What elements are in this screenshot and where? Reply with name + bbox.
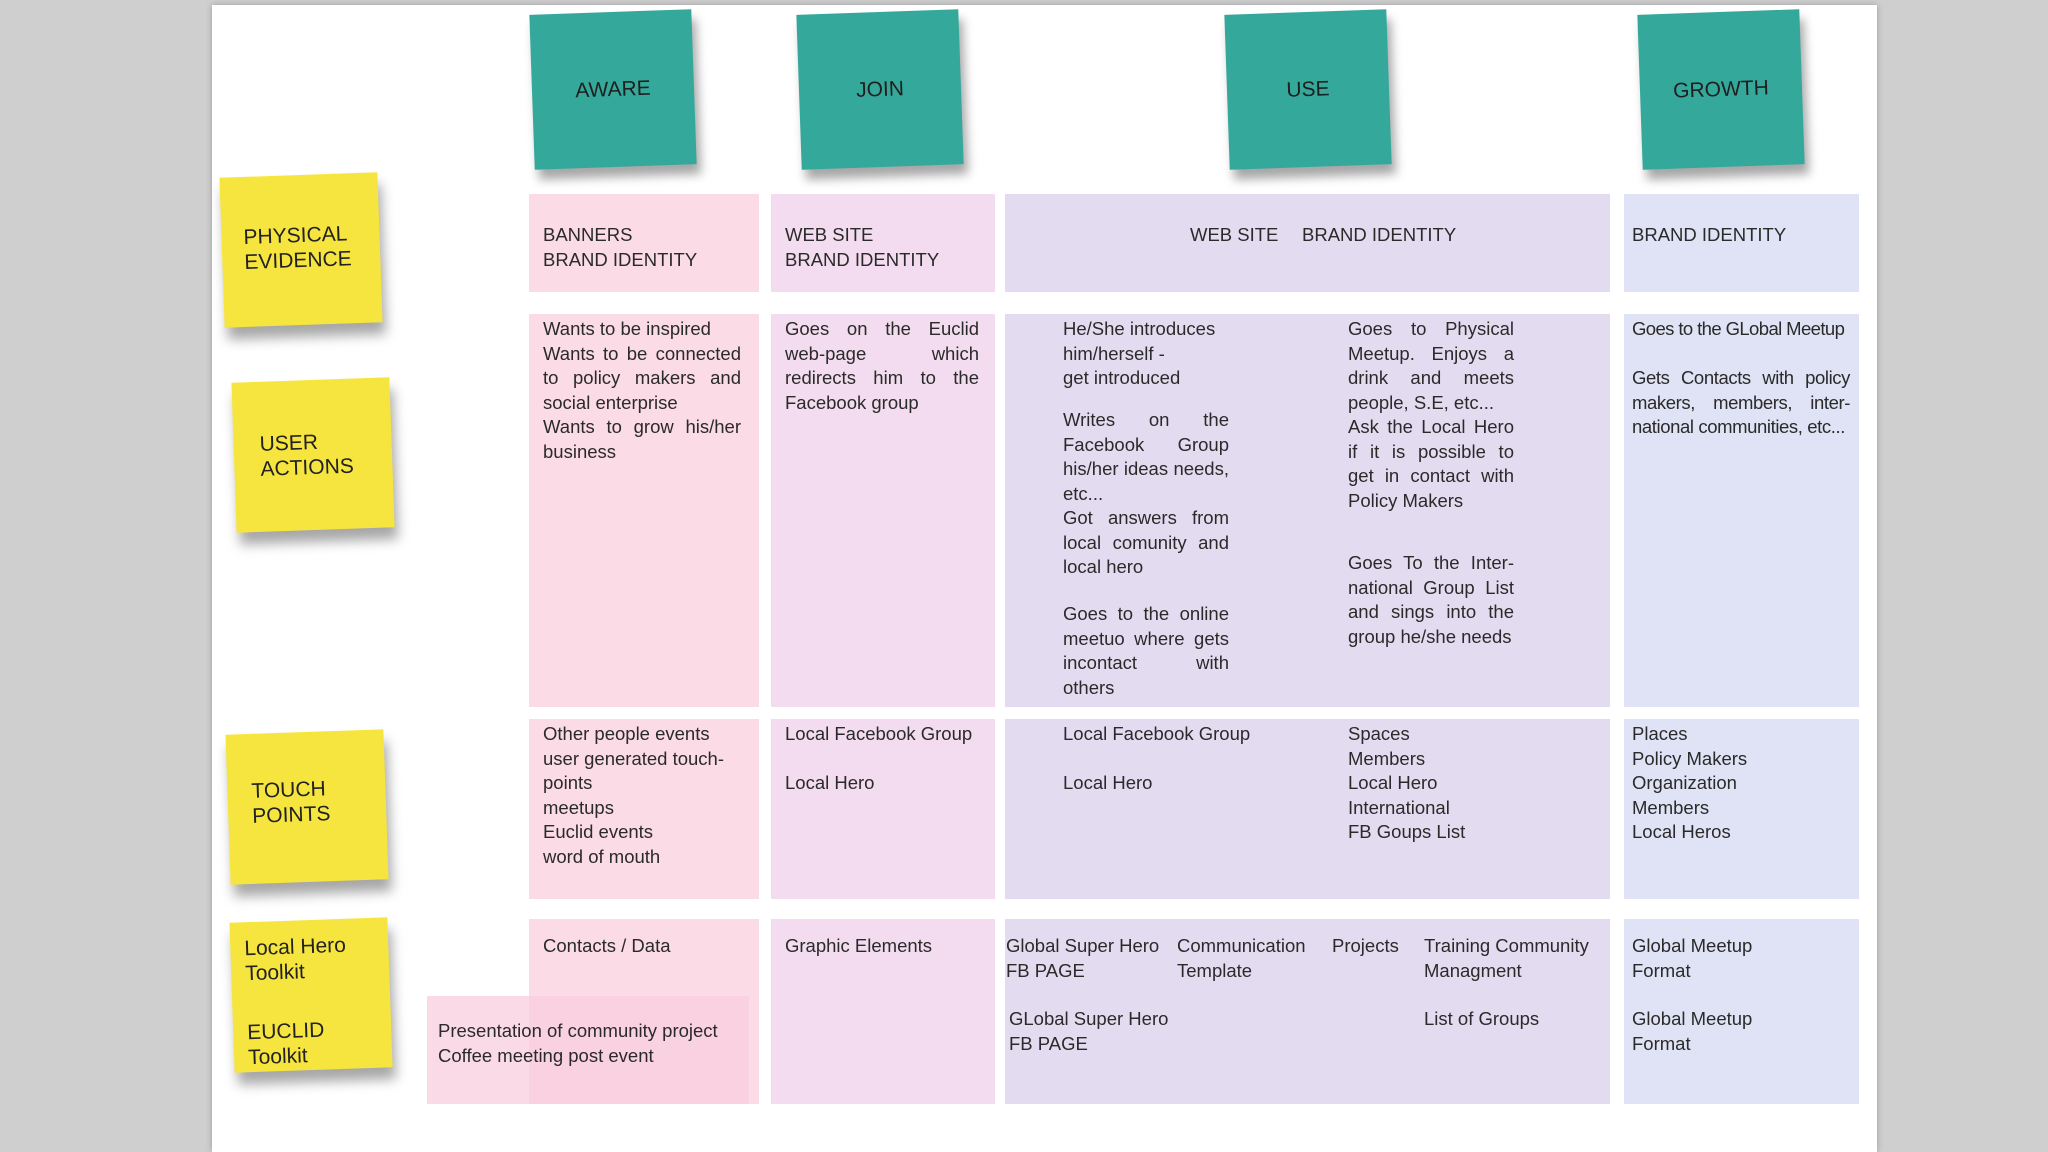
user-actions-use-writes-text: Writes on the Facebook Group his/her ideas needs, etc... Got answers from local comunity and local hero: [1063, 409, 1229, 577]
row-toolkit-note: [229, 917, 392, 1072]
row-physical-evidence-note: [219, 172, 382, 327]
user-actions-aware-text: Wants to be inspired Wants to be connected to policy makers and social enterprise Wants to grow his/her business: [543, 318, 741, 462]
user-actions-use-international-text: Goes To the Inter-national Group List and sings into the group he/she needs: [1348, 552, 1514, 647]
row-physical-evidence-label: PHYSICAL EVIDENCE: [243, 222, 353, 274]
touch-points-aware-text: Other people events user generated touch-points meetups Euclid events word of mouth: [543, 723, 725, 867]
stage-aware-label: AWARE: [574, 76, 652, 102]
row-touch-points-label: TOUCH POINTS: [251, 777, 331, 828]
stage-aware-note: [529, 9, 696, 170]
user-actions-growth-global-meetup-text: Goes to the GLobal Meetup: [1632, 318, 1845, 339]
physical-evidence-growth-text: BRAND IDENTITY: [1632, 224, 1787, 245]
stage-join-note: [796, 9, 963, 170]
touch-points-use-spaces-text: Spaces Members Local Hero International FB Goups List: [1348, 723, 1466, 842]
physical-evidence-use-website-text: WEB SITE: [1190, 224, 1279, 245]
toolkit-join-text: Graphic Elements: [785, 935, 933, 956]
toolkit-use-communication-text: Communication Template: [1177, 935, 1306, 981]
toolkit-use-projects-text: Projects: [1332, 935, 1399, 956]
toolkit-growth-format-text: Global Meetup Format: [1632, 935, 1753, 981]
toolkit-use-list-of-groups-text: List of Groups: [1424, 1008, 1540, 1029]
user-actions-use-physical-meetup-text: Goes to Physical Meetup. Enjoys a drink and meets people, S.E, etc... Ask the Local Hero if it is possible to get in contact with Policy Makers: [1348, 318, 1514, 511]
toolkit-aware-overlay-text: Presentation of community project Coffee meeting post event: [438, 1020, 718, 1066]
touch-points-growth-text: Places Policy Makers Organization Members Local Heros: [1632, 723, 1748, 842]
physical-evidence-join-text: WEB SITE BRAND IDENTITY: [785, 224, 940, 270]
physical-evidence-use-brand-text: BRAND IDENTITY: [1302, 224, 1457, 245]
stage-growth-note: [1637, 9, 1804, 170]
user-actions-join-text: Goes on the Euclid web-page which redirects him to the Facebook group: [785, 318, 979, 413]
toolkit-growth-format-2-text: Global Meetup Format: [1632, 1008, 1753, 1054]
stage-join-label: JOIN: [855, 76, 905, 102]
row-toolkit-local-hero-label: Local Hero Toolkit: [243, 933, 347, 986]
physical-evidence-aware-text: BANNERS BRAND IDENTITY: [543, 224, 698, 270]
toolkit-use-training-text: Training Community Managment: [1424, 935, 1589, 981]
stage-use-note: [1224, 9, 1391, 170]
toolkit-aware-contacts-text: Contacts / Data: [543, 935, 671, 956]
stage-use-label: USE: [1286, 76, 1330, 102]
stage-growth-label: GROWTH: [1672, 75, 1770, 103]
row-user-actions-label: USER ACTIONS: [259, 430, 355, 481]
row-user-actions-note: [231, 377, 394, 532]
row-toolkit-euclid-label: EUCLID Toolkit: [246, 1018, 325, 1070]
touch-points-use-facebook-text: Local Facebook Group Local Hero: [1063, 723, 1251, 793]
user-actions-use-online-meetup-text: Goes to the online meetuo where gets incontact with others: [1063, 603, 1229, 698]
user-actions-use-introduce-text: He/She introduces him/herself - get introduced: [1063, 318, 1216, 388]
row-touch-points-note: [225, 729, 388, 884]
toolkit-use-global-super-hero-2-text: GLobal Super Hero FB PAGE: [1009, 1008, 1169, 1054]
user-actions-growth-contacts-text: Gets Contacts with policy makers, members, inter-national communities, etc...: [1632, 367, 1850, 437]
toolkit-use-global-super-hero-text: Global Super Hero FB PAGE: [1006, 935, 1160, 981]
touch-points-join-text: Local Facebook Group Local Hero: [785, 723, 973, 793]
